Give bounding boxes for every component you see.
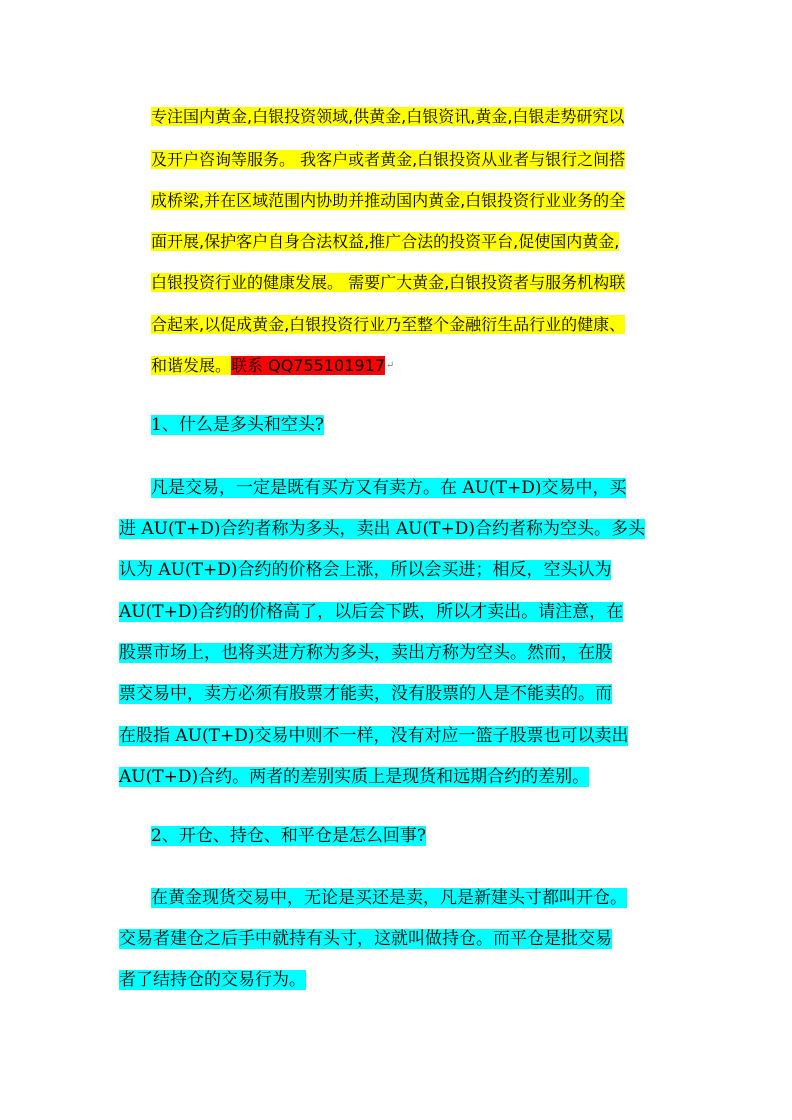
section-heading: 2、开仓、持仓、和平仓是怎么回事? <box>151 826 426 846</box>
body-line: 股票市场上，也将买进方称为多头，卖出方称为空头。然而，在股 <box>119 643 612 663</box>
body-line: 在股指 AU(T+D)交易中则不一样，没有对应一篮子股票也可以卖出 <box>119 726 629 746</box>
body-line: 凡是交易，一定是既有买方又有卖方。在 AU(T+D)交易中，买 <box>151 478 627 498</box>
body-line: 交易者建仓之后手中就持有头寸，这就叫做持仓。而平仓是批交易 <box>119 929 612 949</box>
intro-line: 合起来,以促成黄金,白银投资行业乃至整个金融衍生品行业的健康、 <box>151 315 626 334</box>
body-line: AU(T+D)合约的价格高了，以后会下跌，所以才卖出。请注意，在 <box>119 602 624 622</box>
body-line: 票交易中，卖方必须有股票才能卖，没有股票的人是不能卖的。而 <box>119 684 612 704</box>
return-mark-icon: ↵ <box>385 360 395 371</box>
section-heading: 1、什么是多头和空头? <box>151 415 324 435</box>
intro-line: 和谐发展。 <box>151 356 232 375</box>
body-line: 者了结持仓的交易行为。 <box>119 970 306 990</box>
intro-line: 及开户咨询等服务。 我客户或者黄金,白银投资从业者与银行之间搭 <box>151 150 626 169</box>
intro-line: 白银投资行业的健康发展。 需要广大黄金,白银投资者与服务机构联 <box>151 273 626 292</box>
intro-line: 成桥梁,并在区域范围内协助并推动国内黄金,白银投资行业业务的全 <box>151 191 626 210</box>
body-line: 认为 AU(T+D)合约的价格会上涨，所以会买进；相反，空头认为 <box>119 560 612 580</box>
body-line: 在黄金现货交易中，无论是买还是卖，凡是新建头寸都叫开仓。 <box>151 888 627 908</box>
intro-line: 面开展,保护客户自身合法权益,推广合法的投资平台,促使国内黄金, <box>151 232 620 251</box>
intro-line: 专注国内黄金,白银投资领域,供黄金,白银资讯,黄金,白银走势研究以 <box>151 107 625 126</box>
contact-qq: 联系 QQ755101917 <box>231 356 385 375</box>
body-line: AU(T+D)合约。两者的差别实质上是现货和远期合约的差别。 <box>119 767 590 787</box>
body-line: 进 AU(T+D)合约者称为多头，卖出 AU(T+D)合约者称为空头。多头 <box>119 519 645 539</box>
